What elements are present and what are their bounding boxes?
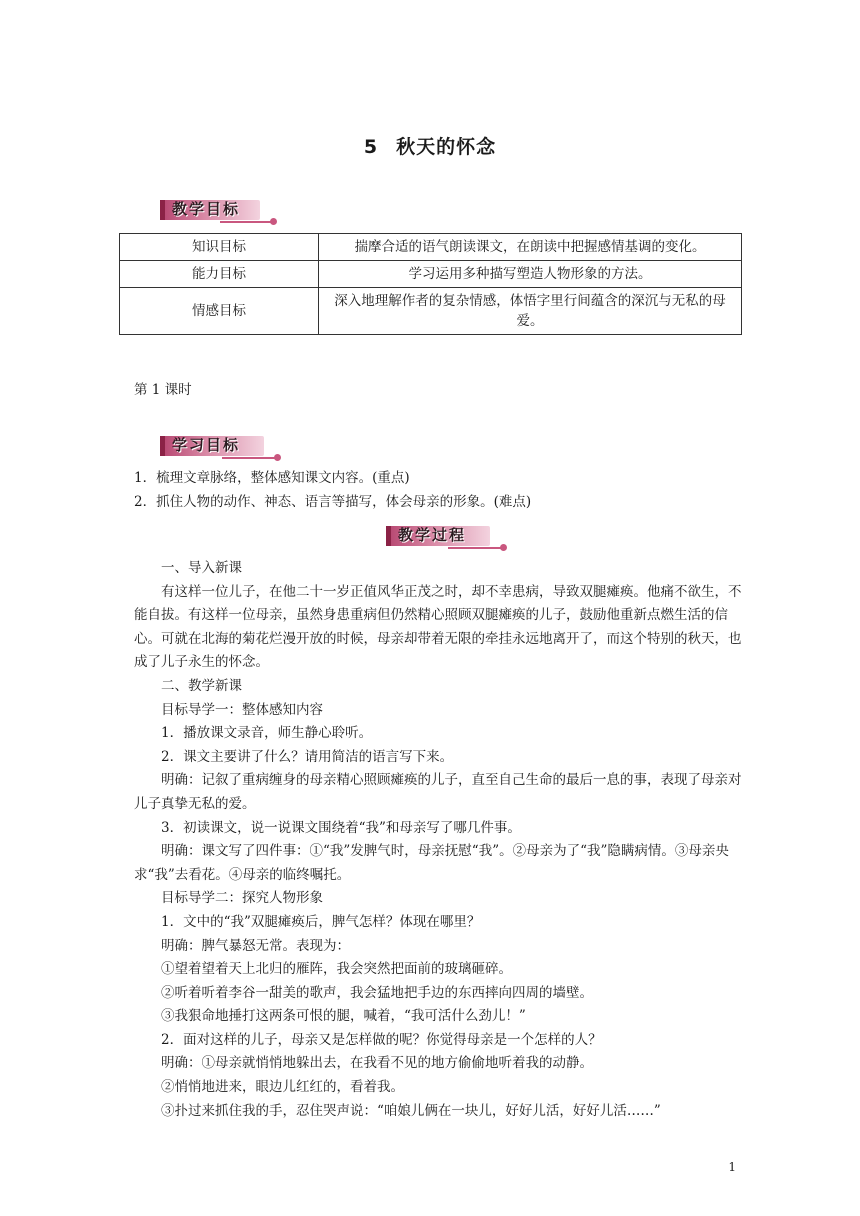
paragraph: 3．初读课文，说一说课文围绕着“我”和母亲写了哪几件事。	[161, 819, 521, 836]
paragraph: 有这样一位儿子，在他二十一岁正值风华正茂之时，却不幸患病，导致双腿瘫痪。他痛不欲生，不能自拔。有这样一位母亲，虽然身患重病但仍然精心照顾双腿瘫痪的儿子，鼓励他重新点燃生活的信心。可就在北海的菊花烂漫开放的时候，母亲却带着无限的牵挂永远地离开了，而这个特别的秋天，也成了儿子永生的怀念。	[134, 583, 742, 671]
table-row	[120, 234, 742, 261]
paragraph: ②听着听着李谷一甜美的歌声，我会猛地把手边的东西摔向四周的墙壁。	[161, 984, 593, 1001]
section-heading: 一、导入新课	[161, 560, 242, 576]
teaching-process-label: 教学过程	[398, 526, 467, 544]
paragraph: 2．课文主要讲了什么？请用简洁的语言写下来。	[161, 748, 454, 765]
learning-goals-banner	[160, 432, 284, 460]
teaching-process-banner	[386, 522, 510, 550]
goal-value: 学习运用多种描写塑造人物形象的方法。	[319, 261, 742, 288]
paragraph: 明确：记叙了重病缠身的母亲精心照顾瘫痪的儿子，直至自己生命的最后一息的事，表现了母亲对儿子真挚无私的爱。	[134, 772, 742, 812]
teaching-goals-banner	[160, 196, 280, 224]
goal-value: 揣摩合适的语气朗读课文，在朗读中把握感情基调的变化。	[319, 234, 742, 261]
section-heading: 二、教学新课	[161, 677, 242, 694]
paragraph: 明确：课文写了四件事：①“我”发脾气时，母亲抚慰“我”。②母亲为了“我”隐瞒病情。③母亲央求“我”去看花。④母亲的临终嘱托。	[134, 843, 729, 883]
paragraph: 明确：①母亲就悄悄地躲出去，在我看不见的地方偷偷地听着我的动静。	[161, 1055, 593, 1072]
lesson-label: 第 1 课时	[134, 382, 192, 398]
paragraph: 明确：脾气暴怒无常。表现为：	[161, 937, 350, 954]
banner-dot-icon	[270, 218, 277, 225]
table-row	[120, 261, 742, 288]
paragraph: 1．文中的“我”双腿瘫痪后，脾气怎样？体现在哪里？	[161, 913, 481, 930]
learning-goals-list	[134, 467, 744, 514]
banner-dot-icon	[500, 544, 507, 551]
list-item: 1．梳理文章脉络，整体感知课文内容。(重点)	[134, 470, 410, 486]
goal-key: 知识目标	[120, 234, 319, 261]
goals-table	[119, 233, 742, 335]
learning-goals-label: 学习目标	[172, 436, 241, 454]
teaching-goals-label: 教学目标	[172, 200, 241, 218]
paragraph: 2．面对这样的儿子，母亲又是怎样做的呢？你觉得母亲是一个怎样的人？	[161, 1031, 602, 1048]
goal-value: 深入地理解作者的复杂情感，体悟字里行间蕴含的深沉与无私的母爱。	[319, 288, 742, 335]
title-text: 秋天的怀念	[396, 136, 497, 158]
paragraph: 1．播放课文录音，师生静心聆听。	[161, 725, 373, 742]
paragraph: ③我狠命地捶打这两条可恨的腿，喊着，“我可活什么劲儿！”	[161, 1008, 526, 1025]
table-row	[120, 288, 742, 335]
subheading: 目标导学二：探究人物形象	[161, 890, 323, 907]
goal-key: 情感目标	[120, 288, 319, 335]
paragraph: ①望着望着天上北归的雁阵，我会突然把面前的玻璃砸碎。	[161, 961, 512, 978]
list-item: 2．抓住人物的动作、神态、语言等描写，体会母亲的形象。(难点)	[134, 493, 532, 510]
page-title	[0, 132, 860, 159]
lesson-body	[134, 557, 744, 1123]
goal-key: 能力目标	[120, 261, 319, 288]
page-number: 1	[728, 1160, 736, 1174]
paragraph: ③扑过来抓住我的手，忍住哭声说：“咱娘儿俩在一块儿，好好儿活，好好儿活……”	[161, 1102, 661, 1119]
paragraph: ②悄悄地进来，眼边儿红红的，看着我。	[161, 1079, 404, 1096]
subheading: 目标导学一：整体感知内容	[161, 701, 323, 718]
title-number: 5	[363, 136, 379, 158]
banner-dot-icon	[274, 454, 281, 461]
